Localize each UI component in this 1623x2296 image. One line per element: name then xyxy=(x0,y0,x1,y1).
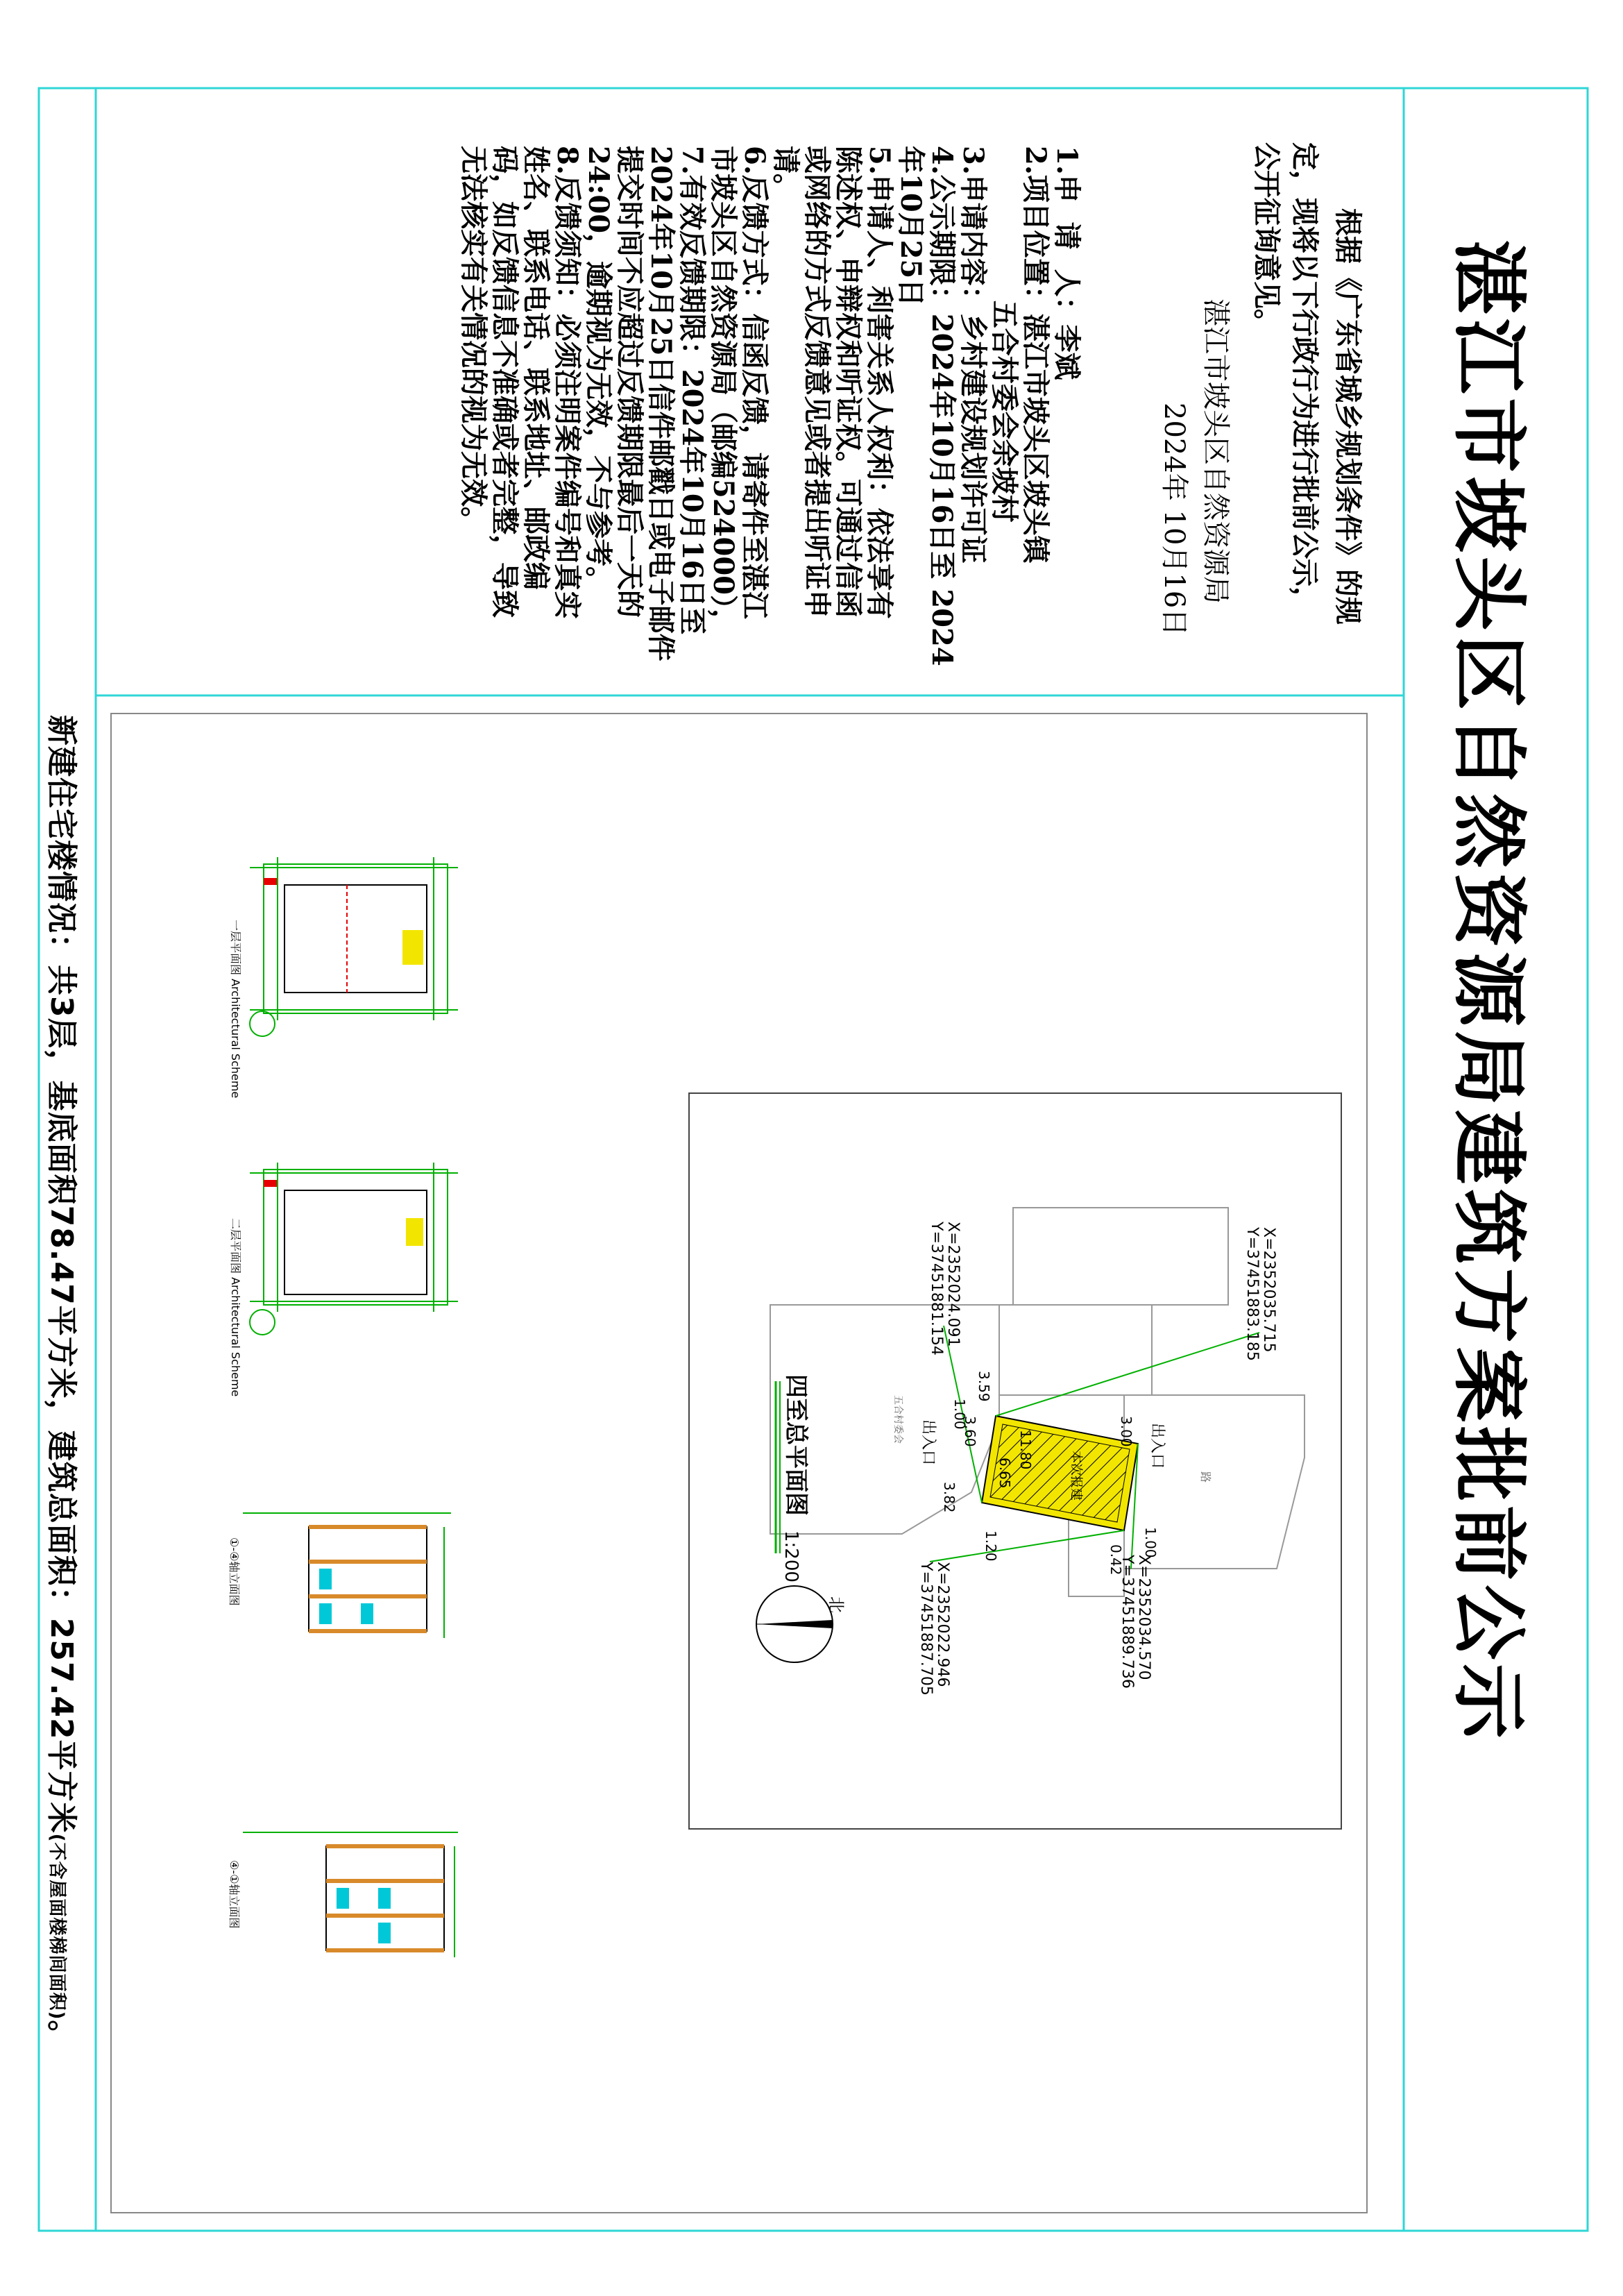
page-title: 湛江市坡头区自然资源局建筑方案批前公示 xyxy=(1445,239,1531,1744)
notice-item-line: 码，如反馈信息不准确或者完整，导致 xyxy=(488,146,521,618)
notice-item-line: 4.公示期限：2024年10月16日至 2024 xyxy=(926,146,958,666)
building-summary: 新建住宅楼情况：共3层，基底面积78.47平方米，建筑总面积：257.42平方米 xyxy=(44,715,79,1834)
notice-item-line: 3.申请内容：乡村建设规划许可证 xyxy=(957,146,989,564)
notice-item-line: 2.项目位置：湛江市坡头区坡头镇 xyxy=(1019,146,1052,564)
elev1-label: ①-④轴立面图 xyxy=(228,1537,241,1606)
site-plan-scale: 1:200 xyxy=(781,1530,801,1582)
elevation-1 xyxy=(243,1513,451,1638)
intro-line-1: 根据《广东省城乡规划条件》的规 xyxy=(1332,208,1364,625)
notice-item-line: 6.反馈方式：信函反馈，请寄件至湛江 xyxy=(738,146,771,619)
coord-3y: Y=37451889.736 xyxy=(1119,1555,1136,1689)
notice-item-line: 2024年10月25日信件邮戳日或电子邮件 xyxy=(645,146,677,661)
dim-1-00-b: 1.00 xyxy=(1142,1527,1159,1558)
road-label: 路 xyxy=(1199,1471,1212,1483)
plan2-label: 二层平面图 Architectural Scheme xyxy=(229,1218,242,1397)
second-floor-plan xyxy=(250,1163,458,1335)
summary-note: (不含屋面楼梯间面积) xyxy=(46,1833,67,2020)
entrance-label-2: 出入口 xyxy=(919,1419,937,1466)
dim-11-80: 11.80 xyxy=(1017,1430,1034,1470)
neighbour-label: 五合村委会 xyxy=(892,1395,903,1444)
plan1-label: 一层平面图 Architectural Scheme xyxy=(229,920,242,1099)
notice-item-line: 无法核实有关情况的视为无效。 xyxy=(457,146,490,534)
notice-item-line: 姓名、联系电话、联系地址、邮政编 xyxy=(520,146,552,590)
coord-4x: X=2352022.946 xyxy=(934,1562,951,1687)
notice-item-line: 或网络的方式反馈意见或者提出听证申 xyxy=(801,146,833,618)
notice-item-line: 市坡头区自然资源局（邮编524000）， xyxy=(707,146,740,636)
dim-3-00: 3.00 xyxy=(1118,1416,1135,1447)
notice-item-line: 请。 xyxy=(770,146,802,201)
first-floor-plan xyxy=(250,857,458,1036)
coord-1y: Y=37451883.185 xyxy=(1243,1227,1261,1361)
notice-item-line: 24:00，逾期视为无效，不与参考。 xyxy=(582,146,615,595)
notice-item-line: 提交时间不应超过反馈期限最后一天的 xyxy=(613,146,646,618)
coord-4y: Y=37451887.705 xyxy=(917,1562,935,1696)
entrance-label-1: 出入口 xyxy=(1148,1423,1166,1469)
intro-line-3: 公开征询意见。 xyxy=(1250,142,1283,337)
issuer-date: 2024年 10月16日 xyxy=(1158,403,1190,636)
notice-item-line: 陈述权、申辩权和听证权。可通过信函 xyxy=(832,146,865,618)
notice-item-line: 年10月25日 xyxy=(894,146,927,307)
coord-3x: X=2352034.570 xyxy=(1135,1555,1153,1680)
elevation-2 xyxy=(243,1832,458,1957)
site-plan-title: 四至总平面图 xyxy=(782,1374,810,1516)
coord-2y: Y=37451881.154 xyxy=(928,1222,945,1356)
dim-0-42: 0.42 xyxy=(1107,1544,1124,1576)
issuer-name: 湛江市坡头区自然资源局 xyxy=(1200,298,1232,604)
notice-item-line: 五合村委会余坡村 xyxy=(988,146,1021,523)
notice-item-line: 7.有效反馈期限：2024年10月16日至 xyxy=(676,146,708,635)
coord-1x: X=2352035.715 xyxy=(1260,1227,1277,1353)
intro-line-2: 定，现将以下行政行为进行批前公示， xyxy=(1289,142,1321,614)
notice-item-line: 1.申 请 人：李斌 xyxy=(1051,146,1083,380)
dim-3-82: 3.82 xyxy=(941,1482,958,1513)
coord-2x: X=2352024.091 xyxy=(944,1222,962,1347)
dim-3-59: 3.59 xyxy=(976,1371,992,1402)
dim-3-60: 3.60 xyxy=(962,1416,978,1447)
elev2-label: ④-①轴立面图 xyxy=(228,1860,241,1929)
notice-item-line: 5.申请人、利害关系人权利：依法享有 xyxy=(863,146,896,619)
building-label: 本次报建 xyxy=(1069,1451,1083,1501)
summary-end: 。 xyxy=(44,2020,79,2052)
notice-item-line: 8.反馈须知：必须注明案件编号和真实 xyxy=(551,146,584,619)
north-label: 北 xyxy=(826,1596,846,1613)
dim-1-20: 1.20 xyxy=(983,1530,999,1562)
dim-1-00-a: 1.00 xyxy=(951,1399,968,1430)
dim-6-65: 6.65 xyxy=(996,1458,1013,1489)
